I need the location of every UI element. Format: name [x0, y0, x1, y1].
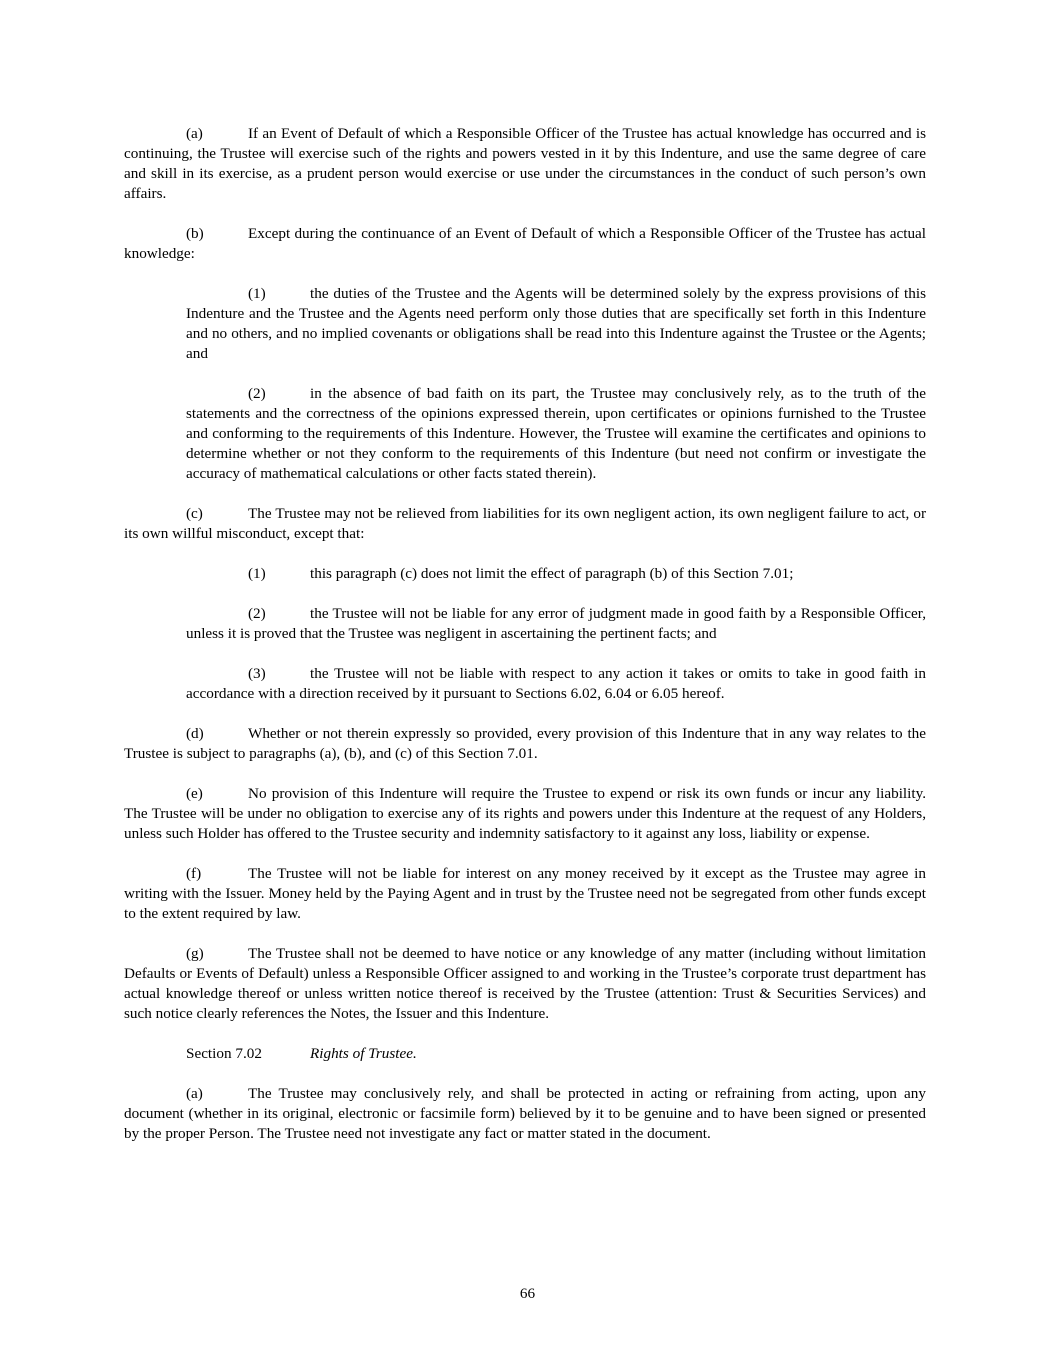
- paragraph-label: (c): [186, 505, 203, 522]
- paragraph-text: The Trustee shall not be deemed to have notice or any knowledge of any matter (including without limitation Defaults or Events of Default) unless a Responsible Officer assigned to and working in the Trustee’s corporate trust department has actual knowledge thereof or unless written notice thereof is received by the Trustee (attention: Trust & Securities Services) and such notice clearly references the Notes, the Issuer and this Indenture.: [124, 945, 926, 1022]
- document-page: [124, 124, 926, 1164]
- section-number: Section 7.02: [186, 1045, 262, 1062]
- paragraph-text: The Trustee may not be relieved from liabilities for its own negligent action, its own negligent failure to act, or its own willful misconduct, except that:: [124, 505, 926, 542]
- paragraph-g: [124, 944, 926, 1024]
- page-number: 66: [519, 1285, 536, 1302]
- subparagraph-text: this paragraph (c) does not limit the effect of paragraph (b) of this Section 7.01;: [310, 565, 794, 582]
- paragraph-b: [124, 224, 926, 264]
- subparagraph-text: in the absence of bad faith on its part, the Trustee may conclusively rely, as to the truth of the statements and the correctness of the opinions expressed therein, upon certificates or opinions furnished to the Trustee and conforming to the requirements of this Indenture. However, the Trustee will examine the certificates and opinions to determine whether or not they conform to the requirements of this Indenture (but need not confirm or investigate the accuracy of mathematical calculations or other facts stated therein).: [186, 385, 926, 482]
- subparagraph-label: (3): [248, 665, 266, 682]
- section-title: Rights of Trustee.: [310, 1045, 417, 1062]
- subparagraph-c-1: [186, 564, 926, 584]
- subparagraph-label: (1): [248, 565, 266, 582]
- paragraph-e: [124, 784, 926, 844]
- paragraph-text: No provision of this Indenture will require the Trustee to expend or risk its own funds or incur any liability. The Trustee will be under no obligation to exercise any of its rights and powers under this Indenture at the request of any Holders, unless such Holder has offered to the Trustee security and indemnity satisfactory to it against any loss, liability or expense.: [124, 785, 926, 842]
- subparagraph-label: (2): [248, 385, 266, 402]
- paragraph-c: [124, 504, 926, 544]
- paragraph-label: (d): [186, 725, 204, 742]
- subparagraph-label: (2): [248, 605, 266, 622]
- paragraph-f: [124, 864, 926, 924]
- paragraph-text: Whether or not therein expressly so provided, every provision of this Indenture that in any way relates to the Trustee is subject to paragraphs (a), (b), and (c) of this Section 7.01.: [124, 725, 926, 762]
- paragraph-d: [124, 724, 926, 764]
- paragraph-7-02-a: [124, 1084, 926, 1144]
- paragraph-text: The Trustee will not be liable for interest on any money received by it except as the Trustee may agree in writing with the Issuer. Money held by the Paying Agent and in trust by the Trustee need not be segregated from other funds except to the extent required by law.: [124, 865, 926, 922]
- subparagraph-c-2: [186, 604, 926, 644]
- subparagraph-text: the duties of the Trustee and the Agents will be determined solely by the express provisions of this Indenture and the Trustee and the Agents need perform only those duties that are specifically set forth in this Indenture and no others, and no implied covenants or obligations shall be read into this Indenture against the Trustee or the Agents; and: [186, 285, 926, 362]
- subparagraph-text: the Trustee will not be liable with respect to any action it takes or omits to take in good faith in accordance with a direction received by it pursuant to Sections 6.02, 6.04 or 6.05 hereof.: [186, 665, 926, 702]
- subparagraph-b-1: [186, 284, 926, 364]
- subparagraph-b-2: [186, 384, 926, 484]
- paragraph-label: (b): [186, 225, 204, 242]
- subparagraph-label: (1): [248, 285, 266, 302]
- paragraph-label: (a): [186, 125, 203, 142]
- subparagraph-text: the Trustee will not be liable for any error of judgment made in good faith by a Responsible Officer, unless it is proved that the Trustee was negligent in ascertaining the pertinent facts; and: [186, 605, 926, 642]
- section-heading-7-02: [124, 1044, 926, 1064]
- paragraph-text: If an Event of Default of which a Responsible Officer of the Trustee has actual knowledge has occurred and is continuing, the Trustee will exercise such of the rights and powers vested in it by this Indenture, and use the same degree of care and skill in its exercise, as a prudent person would exercise or use under the circumstances in the conduct of such person’s own affairs.: [124, 125, 926, 202]
- paragraph-label: (e): [186, 785, 203, 802]
- subparagraph-c-3: [186, 664, 926, 704]
- paragraph-text: The Trustee may conclusively rely, and shall be protected in acting or refraining from acting, upon any document (whether in its original, electronic or facsimile form) believed by it to be genuine and to have been signed or presented by the proper Person. The Trustee need not investigate any fact or matter stated in the document.: [124, 1085, 926, 1142]
- paragraph-label: (g): [186, 945, 204, 962]
- paragraph-a: [124, 124, 926, 204]
- paragraph-label: (a): [186, 1085, 203, 1102]
- paragraph-text: Except during the continuance of an Event of Default of which a Responsible Officer of the Trustee has actual knowledge:: [124, 225, 926, 262]
- paragraph-label: (f): [186, 865, 202, 882]
